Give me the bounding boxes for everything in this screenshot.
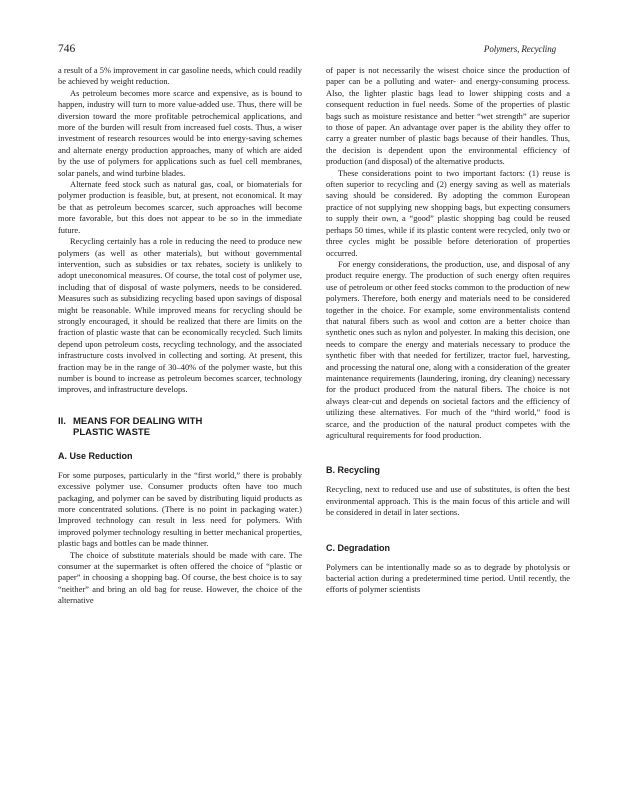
page-number: 746: [58, 43, 76, 55]
section-title-line1: MEANS FOR DEALING WITH: [73, 415, 203, 427]
paragraph: For some purposes, particularly in the “first world,” there is probably excessive polymer use. Consumer products often have too much packaging, and polymer can be saved by distributing liquid products as more concentrated solutions. (There is no point in packaging water.) Improved technology can result in less need for polymers. With improved polymer technology resulting in better mechanical properties, plastic bags and bottles can be made thinner.: [58, 469, 302, 549]
left-column: [58, 65, 302, 607]
subsection-heading-use-reduction: A. Use Reduction: [58, 450, 133, 461]
running-head: Polymers, Recycling: [483, 44, 556, 54]
paragraph: Alternate feed stock such as natural gas, coal, or biomaterials for polymer production is feasible, but, at present, not economical. It may be that as petroleum becomes scarcer, such approaches will become more favorable, but this does not appear to be so in the immediate future.: [58, 179, 302, 235]
paragraph: As petroleum becomes more scarce and expensive, as is bound to happen, industry will turn to more value-added use. Thus, there will be diversion toward the more profitable petrochemical applications, and more of the burden will result from increased fuel costs. Thus, a wiser investment of research resources would be into energy-saving schemes and alternate energy production approaches, many of which are aided by the use of polymers for applications such as fuel cell membranes, solar panels, and wind turbine blades.: [58, 87, 302, 178]
paragraph: The choice of substitute materials should be made with care. The consumer at the supermarket is often offered the choice of “plastic or paper” in choosing a shopping bag. Of course, the best choice is to say “neither” and bring an old bag for reuse. However, the choice of the alternative: [58, 549, 302, 606]
paragraph: Recycling, next to reduced use and use of substitutes, is often the best environmental approach. This is the main focus of this article and will be considered in detail in later sections.: [326, 484, 570, 518]
paragraph: These considerations point to two important factors: (1) reuse is often superior to recycling and (2) energy saving as well as materials saving should be considered. By adopting the common European practice of not supplying new shopping bags, but expecting consumers to supply their own, a “good” plastic shopping bag could be reused perhaps 50 times, while if its plastic content were recycled, only two or three cycles might be possible before deterioration of properties occurred.: [326, 167, 570, 258]
paragraph: Polymers can be intentionally made so as to degrade by photolysis or bacterial action during a predetermined time period. Until recently, the efforts of polymer scientists: [326, 561, 570, 595]
section-title-line2: PLASTIC WASTE: [73, 427, 151, 439]
section-number: II.: [58, 415, 66, 427]
subsection-heading-degradation: C. Degradation: [326, 542, 391, 553]
paragraph: Recycling certainly has a role in reducing the need to produce new polymers (as well as other materials), but without governmental intervention, such as subsidies or tax rebates, society is unlikely to adopt uneconomical measures. Of course, the total cost of polymer use, including that of disposal of waste polymers, needs to be considered. Measures such as subsidizing recycling based upon savings of disposal might be reasonable. While improved means for recycling should be strongly encouraged, it should be realized that there are limits on the fraction of plastic waste that can be economically recycled. Such limits depend upon petroleum costs, recycling technology, and the associated infrastructure costs involved in collecting and sorting. At present, this fraction may be in the range of 30–40% of the polymer waste, but this number is bound to increase as petroleum becomes scarcer, technology improves, and infrastructure develops.: [58, 236, 302, 395]
right-column: [326, 65, 570, 596]
paragraph: a result of a 5% improvement in car gasoline needs, which could readily be achieved by weight reduction.: [58, 65, 302, 87]
subsection-heading-recycling: B. Recycling: [326, 465, 381, 476]
section-heading: [58, 416, 302, 439]
paragraph: of paper is not necessarily the wisest choice since the production of paper can be a polluting and water- and energy-consuming process. Also, the lighter plastic bags lead to lower shipping costs and a consequent reduction in fuel needs. Some of the properties of plastic bags such as moisture resistance and better “wet strength” are superior to those of paper. An advantage over paper is the ability they offer to carry a greater number of plastic bags because of their handles. Thus, the decision is dependent upon the environmental efficiency of production (and disposal) of the alternative products.: [326, 65, 570, 167]
paragraph: For energy considerations, the production, use, and disposal of any product require energy. The production of such energy often requires use of petroleum or other feed stocks common to the production of new polymers. Therefore, both energy and materials need to be considered together in the choice. For example, some environmentalists contend that natural fibers such as wool and cotton are a better choice than synthetic ones such as nylon and polyester. In making this decision, one needs to compare the energy and materials necessary to produce the synthetic fiber with that needed for fertilizer, tractor fuel, harvesting, and processing the natural one, along with a consideration of the greater maintenance requirements (laundering, ironing, dry cleaning) necessary for the product produced from the natural fibers. The choice is not always clear-cut and depends on societal factors and the efficiency of utilizing these alternatives. For much of the “third world,” food is scarce, and the production of the natural product competes with the agricultural requirements for food production.: [326, 258, 570, 440]
page-header: [58, 43, 556, 57]
